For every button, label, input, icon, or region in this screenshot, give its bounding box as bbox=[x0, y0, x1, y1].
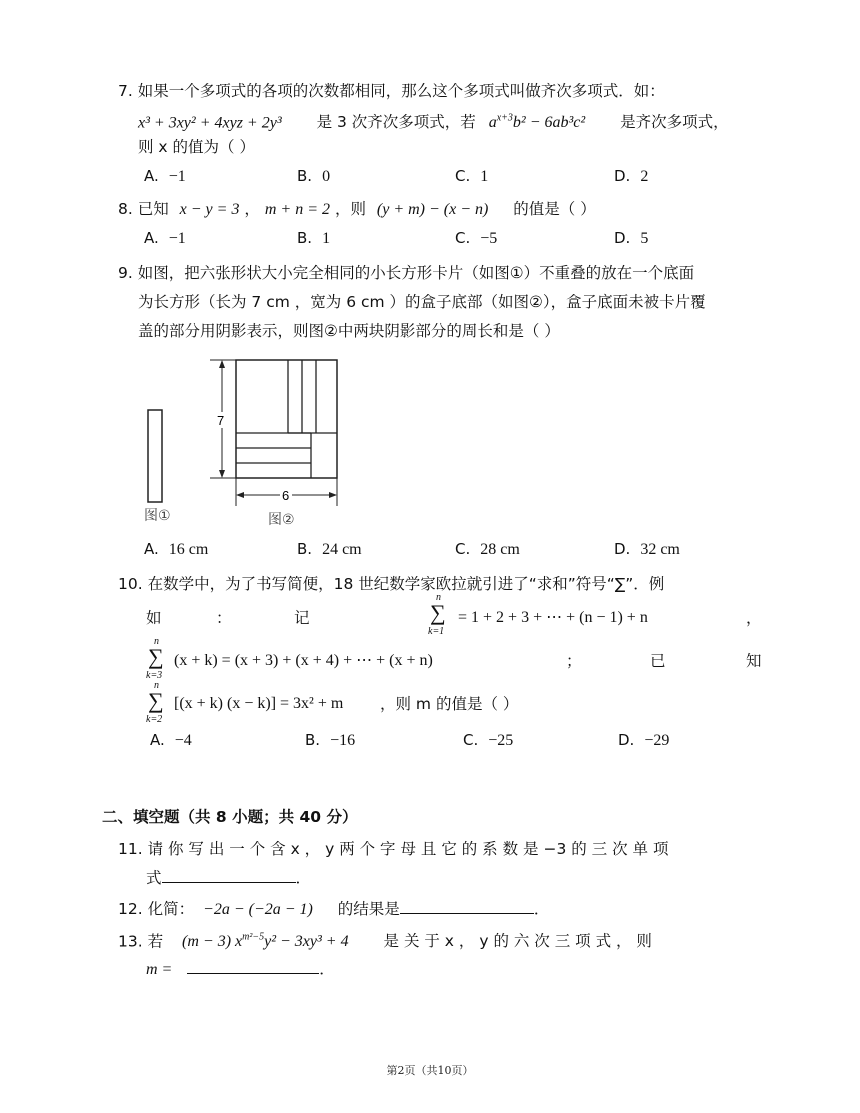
q10-comma: ， bbox=[746, 609, 762, 627]
q9-figure bbox=[130, 350, 360, 530]
q9-line1: 9. 如图，把六张形状大小完全相同的小长方形卡片（如图①）不重叠的放在一个底面 bbox=[118, 264, 695, 282]
q8-expr1: x − y = 3 bbox=[179, 201, 240, 218]
q12-expr: −2a − (−2a − 1) bbox=[203, 901, 313, 918]
dimension-7-label: 7 bbox=[217, 413, 225, 428]
q9-option-a[interactable]: A. 16 cm bbox=[144, 540, 209, 558]
q7-line2 bbox=[138, 108, 729, 134]
sum-symbol-2: n ∑ k=3 bbox=[146, 636, 164, 681]
q13-expr: (m − 3) $x^{m^2-5}y^2 - 3xy^3 + 4$ bbox=[182, 932, 349, 951]
q8-option-d[interactable]: D. 5 bbox=[614, 229, 649, 247]
q7-expression2: $a^{x+3}b^2 - 6ab^3c^2$ bbox=[488, 113, 586, 132]
q10-option-d[interactable]: D. −29 bbox=[618, 731, 670, 749]
q9-option-c[interactable]: C. 28 cm bbox=[455, 540, 520, 558]
box-diagram bbox=[210, 360, 337, 506]
q9-line2: 为长方形（长为 7 cm ，宽为 6 cm ）的盒子底部（如图②），盒子底面未被卡片覆 bbox=[138, 293, 706, 311]
figure1-label: 图① bbox=[144, 508, 171, 524]
q10-ji: 记 bbox=[294, 609, 310, 627]
q8-expr3: (y + m) − (x − n) bbox=[376, 201, 489, 218]
card-rectangle bbox=[148, 410, 162, 502]
q10-option-c[interactable]: C. −25 bbox=[463, 731, 514, 749]
q10-tail: ，则 m 的值是（ ） bbox=[380, 695, 519, 713]
q8-line1: 8. 已知 x − y = 3 ， m + n = 2 ，则 (y + m) − (x − n) 的值是（ ） bbox=[118, 200, 596, 218]
q7-option-b[interactable]: B. 0 bbox=[297, 167, 331, 185]
q8-option-a[interactable]: A. −1 bbox=[144, 229, 186, 247]
q13-line2: m = ． bbox=[146, 957, 335, 981]
q7-text2: 是齐次多项式， bbox=[620, 113, 729, 132]
sum-symbol-1: n ∑ k=1 bbox=[428, 592, 446, 637]
q8-expr2: m + n = 2 bbox=[264, 201, 330, 218]
q11-line1: 11. 请 你 写 出 一 个 含 x ， y 两 个 字 母 且 它 的 系 数 是 −3 的 三 次 单 项 bbox=[118, 840, 669, 858]
q10-semicolon: ； bbox=[566, 652, 582, 670]
q11-line2: 式 ． bbox=[146, 866, 311, 889]
q10-option-b[interactable]: B. −16 bbox=[305, 731, 356, 749]
q10-line1: 10. 在数学中，为了书写简便，18 世纪数学家欧拉就引进了“求和”符号“∑”．例 bbox=[118, 575, 665, 593]
q12-answer-blank[interactable] bbox=[400, 897, 534, 914]
q9-line3: 盖的部分用阴影表示，则图②中两块阴影部分的周长和是（ ） bbox=[138, 322, 560, 340]
q13-line1: 13. 若 (m − 3) $x^{m^2-5}y^2 - 3xy^3 + 4$ 是 关 于 x ， y 的 六 次 三 项 式 ， 则 bbox=[118, 932, 652, 951]
section-title: 二、填空题（共 8 小题；共 40 分） bbox=[102, 808, 358, 826]
q8-option-b[interactable]: B. 1 bbox=[297, 229, 331, 247]
dimension-6-label: 6 bbox=[282, 488, 290, 503]
q8-option-c[interactable]: C. −5 bbox=[455, 229, 498, 247]
q7-option-c[interactable]: C. 1 bbox=[455, 167, 489, 185]
q10-sum2-expr: (x + k) = (x + 3) + (x + 4) + ⋯ + (x + n) bbox=[174, 652, 433, 669]
q7-expression: x³ + 3xy² + 4xyz + 2y³ bbox=[138, 114, 282, 132]
q9-option-d[interactable]: D. 32 cm bbox=[614, 540, 680, 558]
q13-answer-blank[interactable] bbox=[187, 957, 319, 974]
q10-yi: 已 bbox=[650, 652, 666, 670]
q10-option-a[interactable]: A. −4 bbox=[150, 731, 192, 749]
q10-zhi: 知 bbox=[746, 652, 762, 670]
sum-symbol-3: n ∑ k=2 bbox=[146, 680, 164, 725]
q10-ru: 如 bbox=[146, 609, 162, 627]
q7-option-a[interactable]: A. −1 bbox=[144, 167, 186, 185]
q7-line3: 则 x 的值为（ ） bbox=[138, 138, 255, 156]
q7-line1: 7. 如果一个多项式的各项的次数都相同，那么这个多项式叫做齐次多项式．如： bbox=[118, 82, 665, 100]
q9-option-b[interactable]: B. 24 cm bbox=[297, 540, 362, 558]
q10-colon: ： bbox=[216, 609, 232, 627]
figure2-label: 图② bbox=[268, 512, 295, 528]
q10-sum3-expr: [(x + k) (x − k)] = 3x² + m bbox=[174, 695, 344, 712]
q11-answer-blank[interactable] bbox=[162, 866, 296, 883]
q10-sum1-expr: = 1 + 2 + 3 + ⋯ + (n − 1) + n bbox=[458, 609, 648, 626]
q7-option-d[interactable]: D. 2 bbox=[614, 167, 649, 185]
page-footer: 第2页（共10页） bbox=[386, 1064, 474, 1077]
q7-text: 是 3 次齐次多项式，若 bbox=[316, 113, 476, 132]
q12-line: 12. 化简： −2a − (−2a − 1) 的结果是 ． bbox=[118, 897, 549, 921]
